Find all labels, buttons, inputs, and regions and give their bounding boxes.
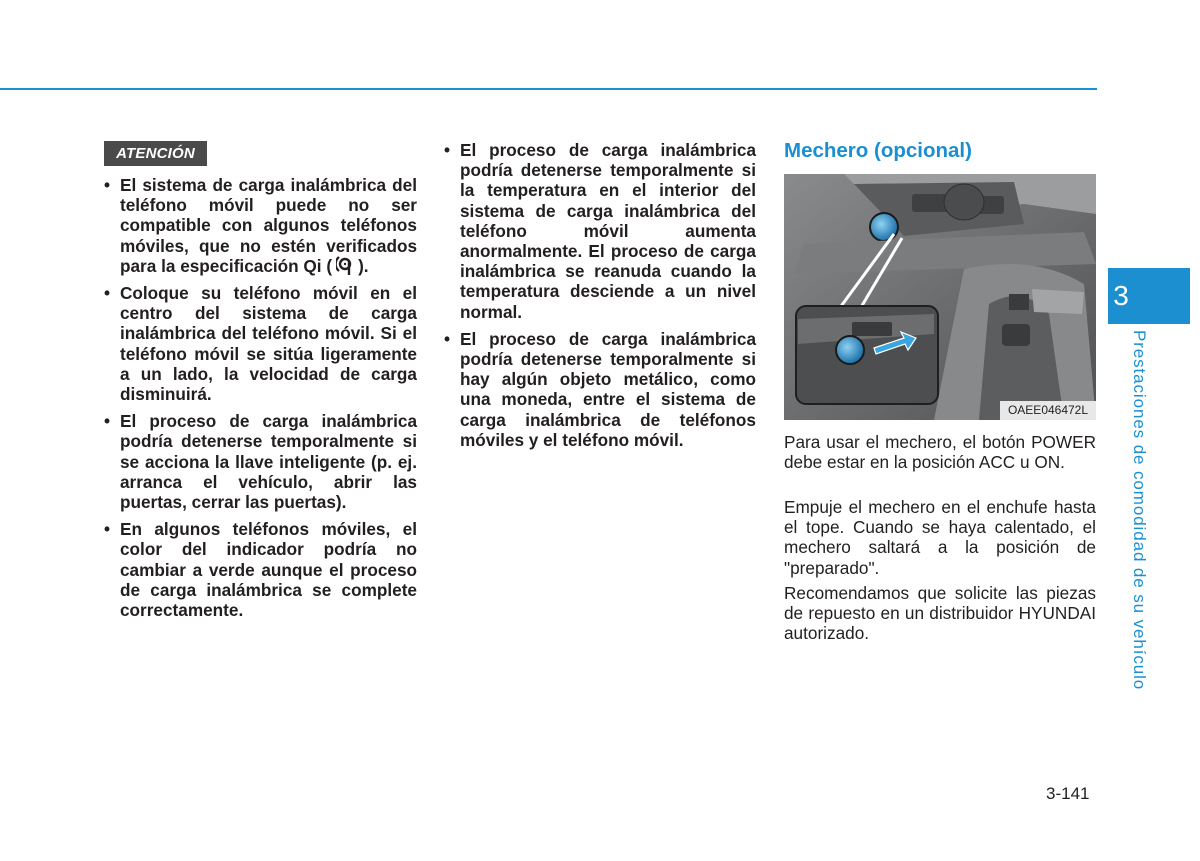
chapter-side-title (1126, 330, 1152, 691)
list-item: • El sistema de carga inalámbrica del teléfono móvil puede no ser compatible con algunos teléfonos móviles, que no estén verificados para la especificación Qi ( ). (104, 175, 417, 276)
paragraph: Recomendamos que solicite las piezas de repuesto en un distribuidor HYUNDAI autorizado. (784, 583, 1096, 644)
list-item: • En algunos teléfonos móviles, el color del indicador podría no cambiar a verde aunque el proceso de carga inalámbrica se complete correctamente. (104, 519, 417, 620)
list-item: • Coloque su teléfono móvil en el centro del sistema de carga inalámbrica del teléfono móvil. Si el teléfono móvil se sitúa ligeramente a un lado, la velocidad de carga disminuirá. (104, 283, 417, 404)
chapter-title: Prestaciones de comodidad de su vehículo (1130, 330, 1149, 691)
page-number: 3-141 (1046, 784, 1090, 803)
list-item: • El proceso de carga inalámbrica podría detenerse temporalmente si se acciona la llave inteligente (p. ej. arranca el vehículo, abrir las puertas, cerrar las puertas). (104, 411, 417, 512)
paragraph: Empuje el mechero en el enchufe hasta el tope. Cuando se haya calentado, el mechero saltará a la posición de "preparado". (784, 497, 1096, 578)
header-rule (0, 88, 1097, 90)
list-item: • El proceso de carga inalámbrica podría detenerse temporalmente si hay algún objeto metálico, como una moneda, entre el sistema de carga inalámbrica de teléfonos móviles y el teléfono móvil. (444, 329, 756, 450)
section-title: Mechero (opcional) (784, 139, 972, 162)
list-item: • El proceso de carga inalámbrica podría detenerse temporalmente si la temperatura en el interior del sistema de carga inalámbrica del teléfono móvil aumenta anormalmente. El proceso de carga inalámbrica se reanuda cuando la temperatura desciende a un nivel normal. (444, 140, 756, 322)
center-console-illustration (784, 174, 1096, 420)
attention-badge: ATENCIÓN (104, 141, 207, 166)
lighter-figure (784, 174, 1096, 420)
cigarette-lighter-icon (836, 336, 864, 364)
figure-code: OAEE046472L (1000, 401, 1096, 420)
attention-list-left (104, 175, 417, 627)
chapter-tab (1108, 268, 1190, 324)
paragraph: Para usar el mechero, el botón POWER debe estar en la posición ACC u ON. (784, 432, 1096, 473)
chapter-number: 3 (1113, 280, 1129, 311)
attention-list-right (444, 140, 756, 457)
qi-wireless-charging-icon (336, 256, 354, 276)
